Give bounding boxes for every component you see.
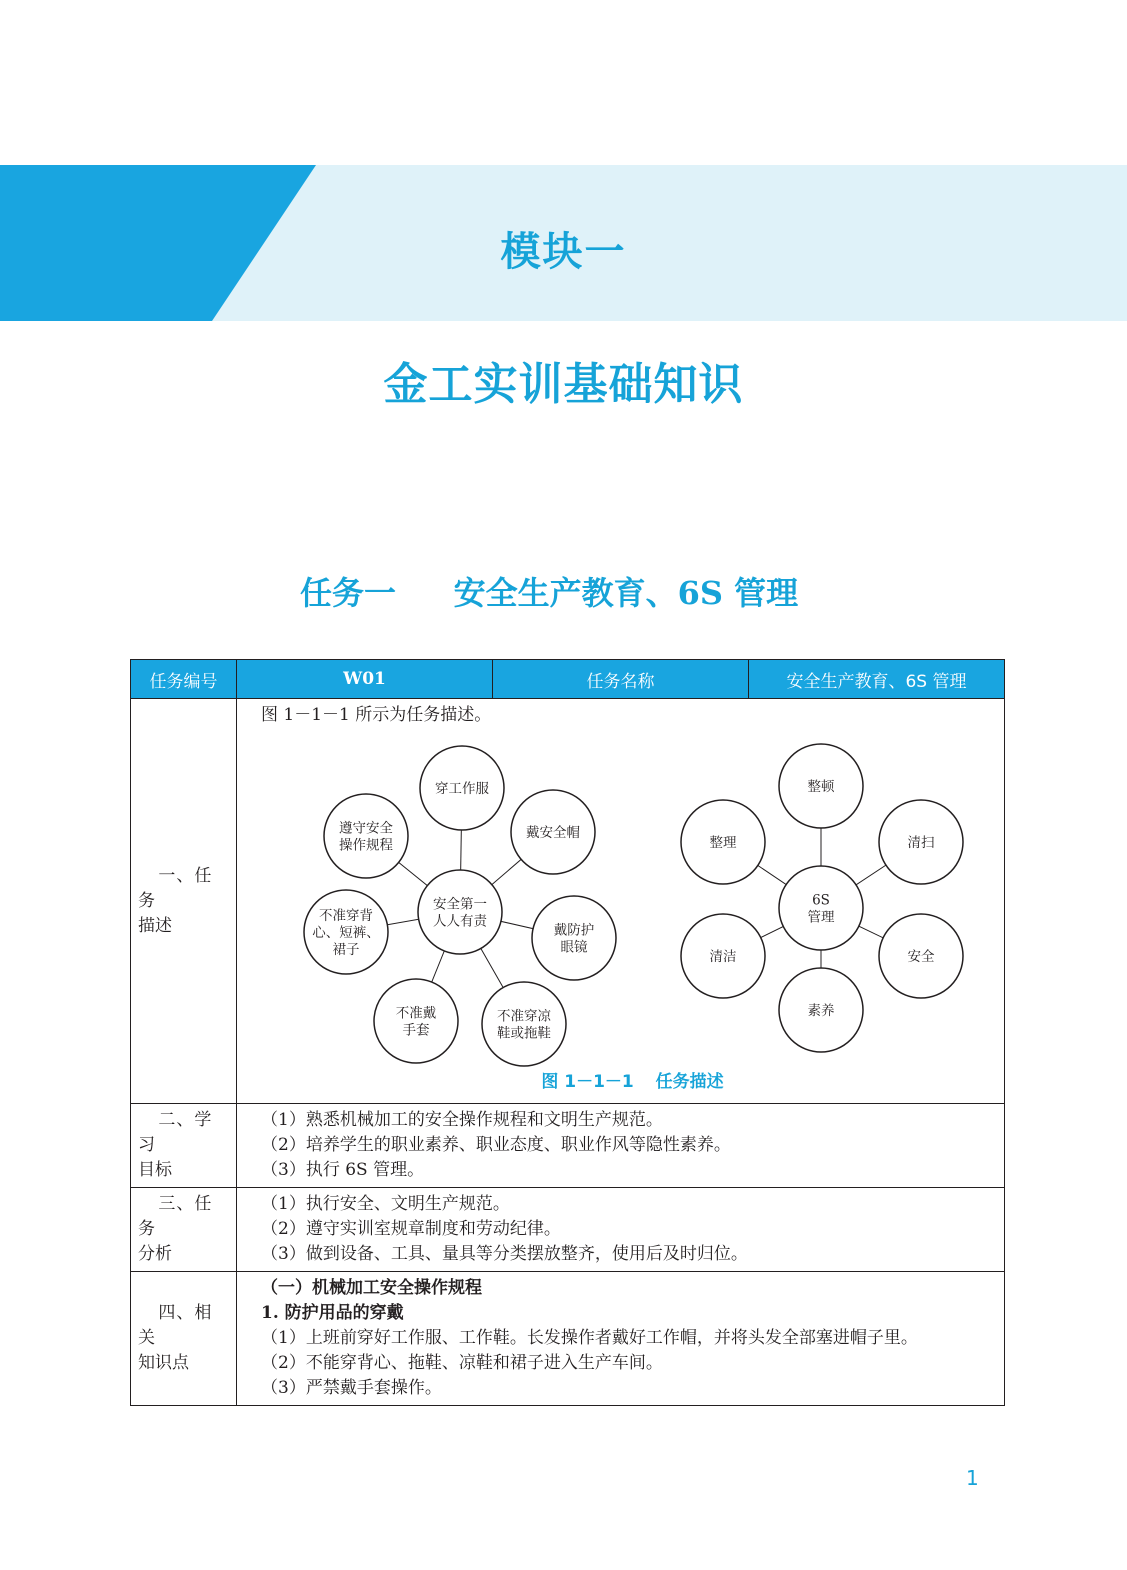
task-table	[130, 659, 1005, 1406]
left-diagram-node	[324, 794, 408, 878]
right-diagram-node-label: 6S	[812, 892, 830, 909]
row-content-knowledge	[237, 1272, 1005, 1406]
left-diagram-node-label: 心、短裤、	[312, 925, 380, 941]
task-title-label: 任务一	[300, 574, 397, 612]
table-row-goals	[131, 1104, 1005, 1188]
left-diagram-node-label: 裙子	[332, 942, 360, 958]
left-diagram-node	[304, 890, 388, 974]
knowledge-item: （1）上班前穿好工作服、工作鞋。长发操作者戴好工作帽，并将头发全部塞进帽子里。	[261, 1328, 918, 1348]
left-diagram-node-label: 穿工作服	[435, 781, 489, 797]
left-diagram-node-label: 戴防护	[553, 922, 595, 939]
analysis-item: （1）执行安全、文明生产规范。	[261, 1194, 510, 1214]
task-title	[0, 568, 1127, 614]
left-diagram-node	[511, 790, 595, 874]
right-diagram-node-label: 管理	[807, 909, 835, 926]
row-content-analysis	[237, 1188, 1005, 1272]
knowledge-item: （3）严禁戴手套操作。	[261, 1378, 442, 1398]
left-diagram-node-label: 不准穿凉	[497, 1008, 551, 1025]
right-diagram-node	[879, 800, 963, 884]
left-diagram-node-label: 眼镜	[560, 939, 588, 956]
module-title: 模块一	[500, 229, 627, 275]
left-diagram-node	[532, 896, 616, 980]
row-label-goals: 二、学习 目标	[131, 1104, 237, 1188]
left-diagram-node-label: 鞋或拖鞋	[497, 1025, 551, 1042]
right-diagram-node-label: 安全	[907, 949, 935, 965]
goal-item: （1）熟悉机械加工的安全操作规程和文明生产规范。	[261, 1110, 663, 1130]
task-diagram	[261, 728, 1004, 1068]
table-header-row	[131, 660, 1005, 699]
right-diagram-node-label: 整理	[709, 835, 737, 851]
left-diagram-node-label: 不准戴	[395, 1005, 437, 1022]
analysis-item: （2）遵守实训室规章制度和劳动纪律。	[261, 1219, 561, 1239]
right-diagram-node-label: 清洁	[709, 949, 737, 965]
right-diagram-node	[681, 800, 765, 884]
knowledge-subheading: 1. 防护用品的穿戴	[261, 1303, 404, 1323]
right-diagram-node-label: 整顿	[807, 779, 835, 795]
row-content-description	[237, 699, 1005, 1104]
table-row-analysis	[131, 1188, 1005, 1272]
row-label-knowledge: 四、相关 知识点	[131, 1272, 237, 1406]
right-diagram-node	[779, 744, 863, 828]
left-diagram-node-label: 操作规程	[339, 837, 393, 854]
chapter-title: 金工实训基础知识	[383, 359, 744, 410]
left-diagram-node-label: 安全第一	[433, 896, 487, 913]
header-task-number-label: 任务编号	[131, 660, 237, 699]
header-task-name-label: 任务名称	[493, 660, 749, 699]
left-diagram-node	[482, 982, 566, 1066]
left-diagram-node-label: 遵守安全	[339, 820, 393, 837]
task-title-name: 安全生产教育、6S 管理	[453, 574, 799, 612]
right-diagram-node-label: 清扫	[907, 835, 935, 851]
left-diagram-node-label: 手套	[402, 1022, 430, 1039]
row-label-description: 一、任务 描述	[131, 699, 237, 1104]
left-diagram-node-label: 不准穿背	[319, 908, 373, 924]
page-number: 1	[966, 1466, 979, 1490]
row-content-goals	[237, 1104, 1005, 1188]
header-task-name-value: 安全生产教育、6S 管理	[749, 660, 1005, 699]
table-row-description	[131, 699, 1005, 1104]
right-diagram-node-label: 素养	[807, 1003, 835, 1019]
left-diagram-node-label: 人人有责	[433, 913, 487, 930]
row-label-analysis: 三、任务 分析	[131, 1188, 237, 1272]
right-diagram-center-node	[779, 866, 863, 950]
left-diagram-node-label: 戴安全帽	[526, 825, 580, 841]
right-diagram-node	[681, 914, 765, 998]
figure-caption: 图 1－1－1 任务描述	[541, 1072, 724, 1092]
knowledge-heading: （一）机械加工安全操作规程	[261, 1278, 482, 1298]
left-diagram-node	[420, 746, 504, 830]
table-row-knowledge	[131, 1272, 1005, 1406]
header-task-number-value: W01	[237, 660, 493, 699]
task-diagram-svg	[261, 728, 1021, 1068]
analysis-item: （3）做到设备、工具、量具等分类摆放整齐，使用后及时归位。	[261, 1244, 748, 1264]
right-diagram-node	[879, 914, 963, 998]
knowledge-item: （2）不能穿背心、拖鞋、凉鞋和裙子进入生产车间。	[261, 1353, 663, 1373]
right-diagram-node	[779, 968, 863, 1052]
goal-item: （2）培养学生的职业素养、职业态度、职业作风等隐性素养。	[261, 1135, 731, 1155]
description-intro: 图 1－1－1 所示为任务描述。	[261, 705, 492, 725]
goal-item: （3）执行 6S 管理。	[261, 1160, 425, 1180]
left-diagram-node	[374, 979, 458, 1063]
left-diagram-center-node	[418, 870, 502, 954]
